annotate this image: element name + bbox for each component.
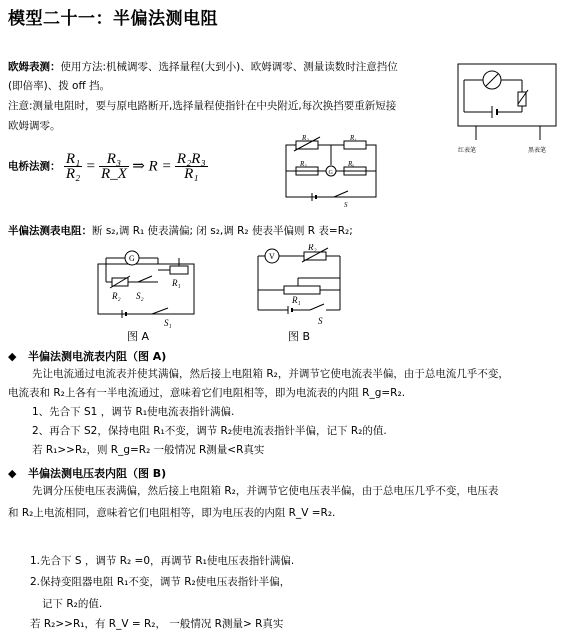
section-b-step-3: 记下 R₂的值. <box>42 598 103 610</box>
implies-arrow: ⇒ R = <box>132 158 172 175</box>
red-probe-label: 红表笔 <box>458 148 477 154</box>
section-a-p2: 电流表和 R₂上各有一半电流通过，意味着它们电阻相等，即为电流表的内阻 R_g=R₂. <box>8 387 406 399</box>
figure-a-diagram <box>92 244 202 330</box>
section-a-step-1: 1、先合下 S1 ，调节 R₁使电流表指针满偏. <box>32 406 235 418</box>
bridge-diagram <box>282 135 382 217</box>
bridge-r1: R₁ <box>350 135 357 142</box>
bridge-rx: Rₓ <box>348 160 355 168</box>
figure-a-caption: 图 A <box>127 330 150 343</box>
section-b-step-1: 1.先合下 S ，调节 R₂ =0，再调节 R₁使电压表指针满偏. <box>30 555 295 567</box>
ohmmeter-text-2: (即倍率)、拨 off 挡。 <box>8 80 111 92</box>
section-b-p1: 先调分压使电压表满偏，然后接上电阻箱 R₂，并调节它使电压表半偏，由于总电压几乎不变，电压表 <box>32 485 499 497</box>
figure-b-r1: R₁ <box>292 295 301 305</box>
page-title: 模型二十一：半偏法测电阻 <box>8 9 218 29</box>
half-line <box>8 224 353 238</box>
half-label: 半偏法测表电阻： <box>8 225 92 237</box>
black-probe-label: 黑表笔 <box>528 148 547 154</box>
section-b-step-4: 若 R₂>>R₁，有 R_V = R₂， 一般情况 R测量> R真实 <box>30 618 284 630</box>
ohmmeter-diagram <box>452 60 562 155</box>
ohmmeter-line-1 <box>8 60 398 74</box>
bridge-label: 电桥法测： <box>8 160 61 173</box>
figure-a-r2: R₂ <box>112 291 121 301</box>
half-text: 断 s₂,调 R₁ 使表满偏; 闭 s₂,调 R₂ 使表半偏则 R 表=R₂; <box>92 225 353 237</box>
figure-b-s: S <box>318 316 323 326</box>
figure-a-s1: S₁ <box>164 318 172 328</box>
bridge-g: G <box>328 170 333 176</box>
section-a-heading: ◆ 半偏法测电流表内阻（图 A) <box>8 350 167 363</box>
ohmmeter-note-1: 注意:测量电阻时，要与原电路断开,选择量程使指针在中央附近,每次换挡要重新短接 <box>8 100 397 112</box>
figure-b-caption: 图 B <box>288 330 311 343</box>
fraction-r3-rx: $\frac{\text{R₃}}{R\_X}$ <box>101 151 127 182</box>
bridge-r3: R₃ <box>300 160 307 168</box>
figure-b-r2: R₂ <box>308 244 317 252</box>
bridge-s: S <box>344 201 348 209</box>
section-a-step-2: 2、再合下 S2，保持电阻 R₁不变，调节 R₂使电流表指针半偏，记下 R₂的值. <box>32 425 387 437</box>
ohmmeter-note-2: 欧姆调零。 <box>8 120 61 132</box>
section-b-p2: 和 R₂上电流相同，意味着它们电阻相等，即为电压表的内阻 R_V =R₂. <box>8 507 336 519</box>
figure-a-r1: R₁ <box>172 278 181 288</box>
figure-a-g: G <box>129 254 135 263</box>
fraction-r2r3-r1: $\frac{\text{R₂R₃}}{\text{R₁}}$ <box>176 151 206 182</box>
figure-a-s2: S₂ <box>136 291 144 301</box>
figure-b-v: V <box>269 252 275 261</box>
bridge-formula <box>8 152 208 182</box>
figure-b-diagram <box>248 244 358 330</box>
section-b-heading: ◆ 半偏法测电压表内阻（图 B) <box>8 467 167 480</box>
section-b-step-2: 2.保持变阻器电阻 R₁不变，调节 R₂使电压表指针半偏， <box>30 576 291 588</box>
ohmmeter-text-1: 使用方法:机械调零、选择量程(大到小)、欧姆调零、测量读数时注意挡位 <box>60 61 398 73</box>
ohmmeter-label: 欧姆表测： <box>8 61 61 73</box>
equals-sign: = <box>85 158 96 175</box>
section-a-p1: 先让电流通过电流表并使其满偏，然后接上电阻箱 R₂，并调节它使电流表半偏，由于总电流几乎不变， <box>32 368 509 380</box>
fraction-r1-r2: $\frac{\text{R₁}}{\text{R₂}}$ <box>65 151 81 182</box>
bridge-r2: R₂ <box>302 135 309 142</box>
section-a-step-3: 若 R₁>>R₂，则 R_g=R₂ 一般情况 R测量<R真实 <box>32 444 265 456</box>
